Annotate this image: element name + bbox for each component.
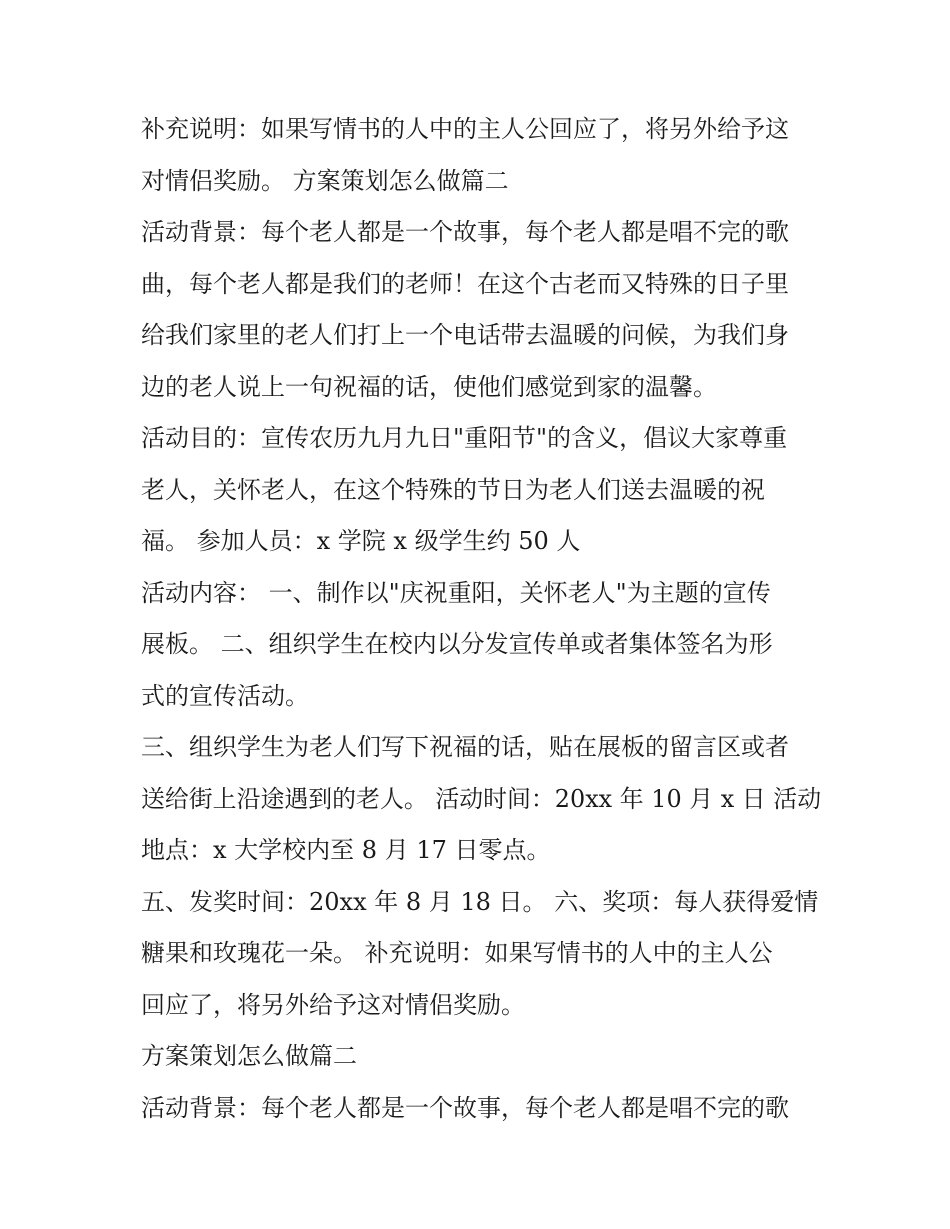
text-line: 活动目的：宣传农历九月九日"重阳节"的含义，倡议大家尊重 bbox=[141, 424, 788, 452]
text-line: 活动背景：每个老人都是一个故事，每个老人都是唱不完的歌 bbox=[141, 218, 789, 246]
text-line: 送给街上沿途遇到的老人。 活动时间：20xx 年 10 月 x 日 活动 bbox=[141, 784, 822, 813]
text-line: 给我们家里的老人们打上一个电话带去温暖的问候，为我们身 bbox=[141, 321, 789, 349]
text-line: 地点：x 大学校内至 8 月 17 日零点。 bbox=[141, 836, 551, 864]
text-line: 活动内容： 一、制作以"庆祝重阳，关怀老人"为主题的宣传 bbox=[141, 578, 771, 607]
text-line: 曲，每个老人都是我们的老师！在这个古老而又特殊的日子里 bbox=[141, 269, 789, 298]
text-line: 五、发奖时间：20xx 年 8 月 18 日。 六、奖项：每人获得爱情 bbox=[141, 887, 819, 916]
text-line: 糖果和玫瑰花一朵。 补充说明：如果写情书的人中的主人公 bbox=[141, 939, 773, 967]
text-line: 活动背景：每个老人都是一个故事，每个老人都是唱不完的歌 bbox=[141, 1093, 789, 1122]
text-line: 边的老人说上一句祝福的话，使他们感觉到家的温馨。 bbox=[141, 372, 717, 401]
document-body bbox=[141, 104, 821, 1134]
text-line: 福。 参加人员：x 学院 x 级学生约 50 人 bbox=[141, 527, 581, 555]
section-heading: 方案策划怎么做篇二 bbox=[141, 1042, 357, 1070]
text-line: 老人，关怀老人，在这个特殊的节日为老人们送去温暖的祝 bbox=[141, 475, 765, 504]
text-line: 式的宣传活动。 bbox=[141, 681, 309, 710]
text-line: 对情侣奖励。 方案策划怎么做篇二 bbox=[141, 166, 509, 195]
text-line: 补充说明：如果写情书的人中的主人公回应了，将另外给予这 bbox=[141, 115, 789, 143]
text-line: 回应了，将另外给予这对情侣奖励。 bbox=[141, 990, 525, 1019]
text-line: 三、组织学生为老人们写下祝福的话，贴在展板的留言区或者 bbox=[141, 733, 789, 761]
text-line: 展板。 二、组织学生在校内以分发宣传单或者集体签名为形 bbox=[141, 630, 773, 658]
